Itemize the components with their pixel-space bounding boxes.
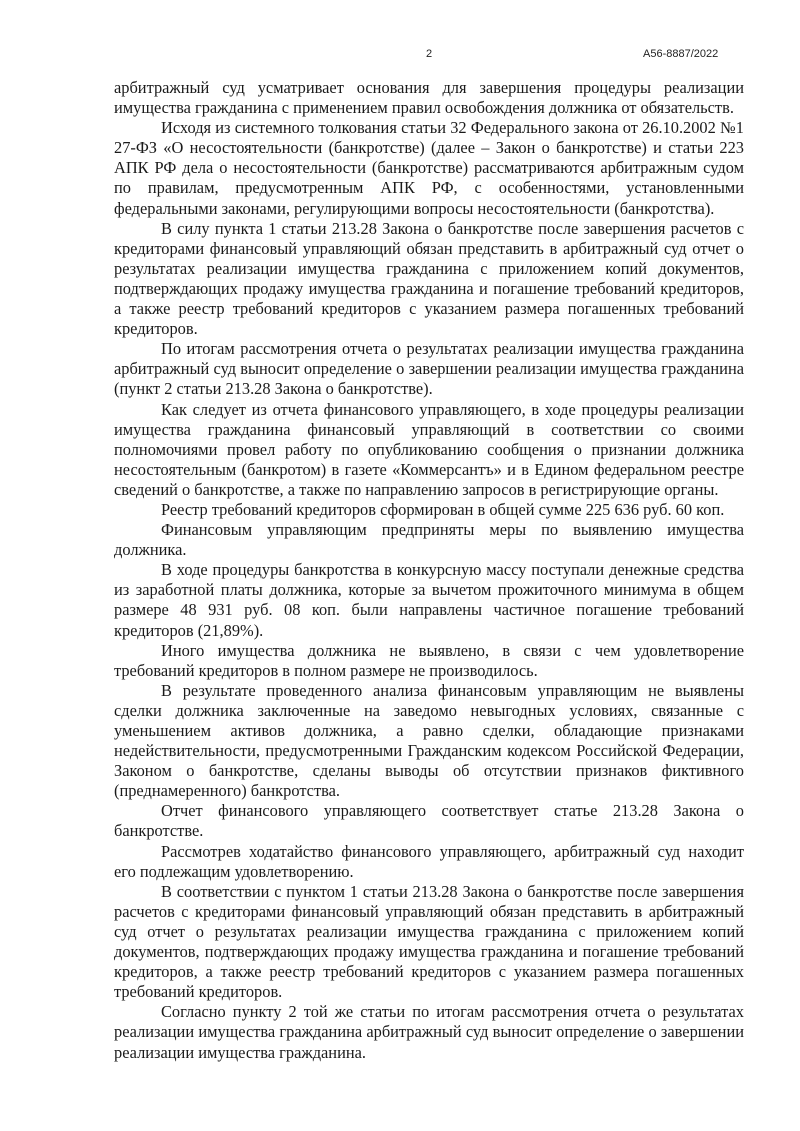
paragraph-asset-search: Финансовым управляющим предприняты меры по выявлению имущества должника. (114, 520, 744, 560)
paragraph-no-other-assets: Иного имущества должника не выявлено, в связи с чем удовлетворение требований кредиторов в полном размере не производилось. (114, 640, 744, 680)
document-body (114, 78, 744, 1063)
paragraph-motion-granted: Рассмотрев ходатайство финансового управляющего, арбитражный суд находит его подлежащим удовлетворению. (114, 841, 744, 881)
paragraph-bankruptcy-estate: В ходе процедуры банкротства в конкурсную массу поступали денежные средства из заработной платы должника, которые за вычетом прожиточного минимума в общем размере 48 931 руб. 08 коп. были направлены частичное погашение требований кредиторов (21,89%). (114, 560, 744, 640)
paragraph-creditors-registry: Реестр требований кредиторов сформирован в общей сумме 225 636 руб. 60 коп. (161, 499, 725, 519)
paragraph-clause-1-restated: В соответствии с пунктом 1 статьи 213.28 Закона о банкротстве после завершения расчетов с кредиторами финансовый управляющий обязан представить в арбитражный суд отчет о результатах реализации имущества гражданина с приложением копий документов, подтверждающих продажу имущества гражданина и погашение требований кредиторов, а также реестр требований кредиторов с указанием размера погашенных требований кредиторов. (114, 881, 744, 1002)
case-number: А56-8887/2022 (643, 48, 719, 60)
paragraph-legal-basis: Исходя из системного толкования статьи 32 Федерального закона от 26.10.2002 №1 27-ФЗ «О несостоятельности (банкротстве) (далее – Закон о банкротстве) и статьи 223 АПК РФ дела о несостоятельности (банкротстве) рассматриваются арбитражным судом по правилам, предусмотренным АПК РФ, с особенностями, установленными федеральными законами, регулирующими вопросы несостоятельности (банкротства). (114, 118, 744, 218)
paragraph-article-213-28-clause-1: В силу пункта 1 статьи 213.28 Закона о банкротстве после завершения расчетов с кредиторами финансовый управляющий обязан представить в арбитражный суд отчет о результатах реализации имущества гражданина с приложением копий документов, подтверждающих продажу имущества гражданина и погашение требований кредиторов, а также реестр требований кредиторов с указанием размера погашенных требований кредиторов. (114, 218, 744, 339)
page-number: 2 (426, 48, 433, 60)
paragraph-transaction-analysis: В результате проведенного анализа финансовым управляющим не выявлены сделки должника заключенные на заведомо невыгодных условиях, связанные с уменьшением активов должника, а равно сделки, обладающие признаками недействительности, предусмотренными Гражданским кодексом Российской Федерации, Законом о банкротстве, сделаны выводы об отсутствии признаков фиктивного (преднамеренного) банкротства. (114, 680, 744, 801)
paragraph-article-213-28-clause-2: По итогам рассмотрения отчета о результатах реализации имущества гражданина арбитражный суд выносит определение о завершении реализации имущества гражданина (пункт 2 статьи 213.28 Закона о банкротстве). (114, 339, 744, 399)
page-header (0, 48, 800, 68)
paragraph-manager-report: Как следует из отчета финансового управляющего, в ходе процедуры реализации имущества гражданина финансовый управляющий в соответствии со своими полномочиями провел работу по опубликованию сообщения о признании должника несостоятельным (банкротом) в газете «Коммерсантъ» и в Едином федеральном реестре сведений о банкротстве, а также по направлению запросов в регистрирующие органы. (114, 399, 744, 499)
paragraph-report-compliance: Отчет финансового управляющего соответствует статье 213.28 Закона о банкротстве. (114, 801, 744, 841)
paragraph-clause-2-restated: Согласно пункту 2 той же статьи по итогам рассмотрения отчета о результатах реализации имущества гражданина арбитражный суд выносит определение о завершении реализации имущества гражданина. (114, 1002, 744, 1062)
paragraph-continuation: арбитражный суд усматривает основания для завершения процедуры реализации имущества гражданина с применением правил освобождения должника от обязательств. (114, 78, 744, 118)
